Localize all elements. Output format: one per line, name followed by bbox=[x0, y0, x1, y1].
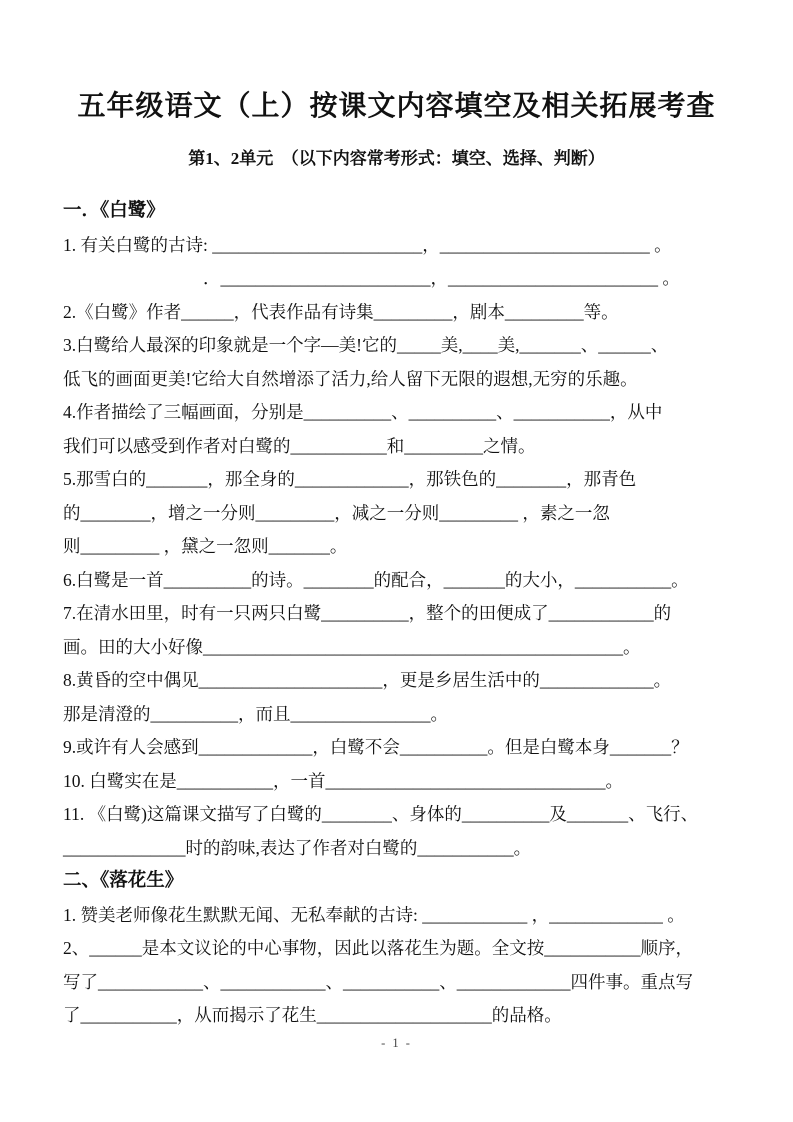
question-line: 8.黄昏的空中偶见_____________________，更是乡居生活中的_____________。 bbox=[63, 670, 672, 690]
question-line: 画。田的大小好像________________________________________________。 bbox=[63, 636, 641, 657]
page-title: 五年级语文（上）按课文内容填空及相关拓展考查 bbox=[77, 91, 716, 122]
worksheet-body bbox=[63, 195, 743, 1033]
question-line: 那是清澄的__________，而且________________。 bbox=[63, 703, 448, 724]
section-heading: 一．《白鹭》 bbox=[63, 201, 165, 221]
question-line: 低飞的画面更美!它给大自然增添了活力,给人留下无限的遐想,无穷的乐趣。 bbox=[63, 368, 638, 389]
question-line: 2.《白鹭》作者______，代表作品有诗集_________，剧本_________等。 bbox=[63, 301, 619, 322]
question-line: 2、______是本文议论的中心事物，因此以落花生为题。全文按___________顺序， bbox=[63, 938, 693, 958]
question-line: 6.白鹭是一首__________的诗。________的配合，_______的大小，___________。 bbox=[63, 569, 689, 590]
question-line: 我们可以感受到作者对白鹭的___________和_________之情。 bbox=[63, 435, 536, 456]
question-line: ．________________________，________________________ 。 bbox=[203, 268, 680, 288]
question-line: 3.白鹭给人最深的印象就是一个字—美!它的_____美,____美,_______、______、 bbox=[63, 335, 669, 355]
question-line: 1. 有关白鹭的古诗: ________________________，________________________ 。 bbox=[63, 234, 672, 255]
section-bailu bbox=[63, 195, 743, 865]
question-line: 1. 赞美老师像花生默默无闻、无私奉献的古诗: ____________ ，_____________ 。 bbox=[63, 904, 685, 925]
question-line: 11. 《白鹭)这篇课文描写了白鹭的________、身体的__________及_______、飞行、 bbox=[63, 804, 699, 824]
question-line: 5.那雪白的_______，那全身的_____________，那铁色的________，那青色 bbox=[63, 469, 637, 489]
section-luohuasheng bbox=[63, 865, 743, 1033]
question-line: 写了____________、____________、___________、_____________四件事。重点写 bbox=[63, 971, 693, 992]
section-heading: 二、《落花生》 bbox=[63, 871, 184, 891]
question-line: ______________时的韵味,表达了作者对白鹭的___________。 bbox=[63, 837, 532, 858]
question-line: 9.或许有人会感到_____________，白鹭不会__________。但是白鹭本身_______？ bbox=[63, 737, 689, 757]
question-line: 了___________，从而揭示了花生____________________的品格。 bbox=[63, 1005, 562, 1025]
question-line: 的________，增之一分则_________，减之一分则_________ ，素之一忽 bbox=[63, 502, 610, 523]
question-line: 则_________ ，黛之一忽则_______。 bbox=[63, 536, 348, 556]
page-subtitle: 第1、2单元 （以下内容常考形式：填空、选择、判断） bbox=[188, 149, 605, 168]
page-number: - 1 - bbox=[381, 1036, 412, 1050]
question-line: 7.在清水田里，时有一只两只白鹭__________，整个的田便成了____________的 bbox=[63, 603, 672, 623]
question-line: 10. 白鹭实在是___________，一首________________________________。 bbox=[63, 770, 623, 791]
question-line: 4.作者描绘了三幅画面，分别是__________、__________、___________，从中 bbox=[63, 402, 663, 422]
